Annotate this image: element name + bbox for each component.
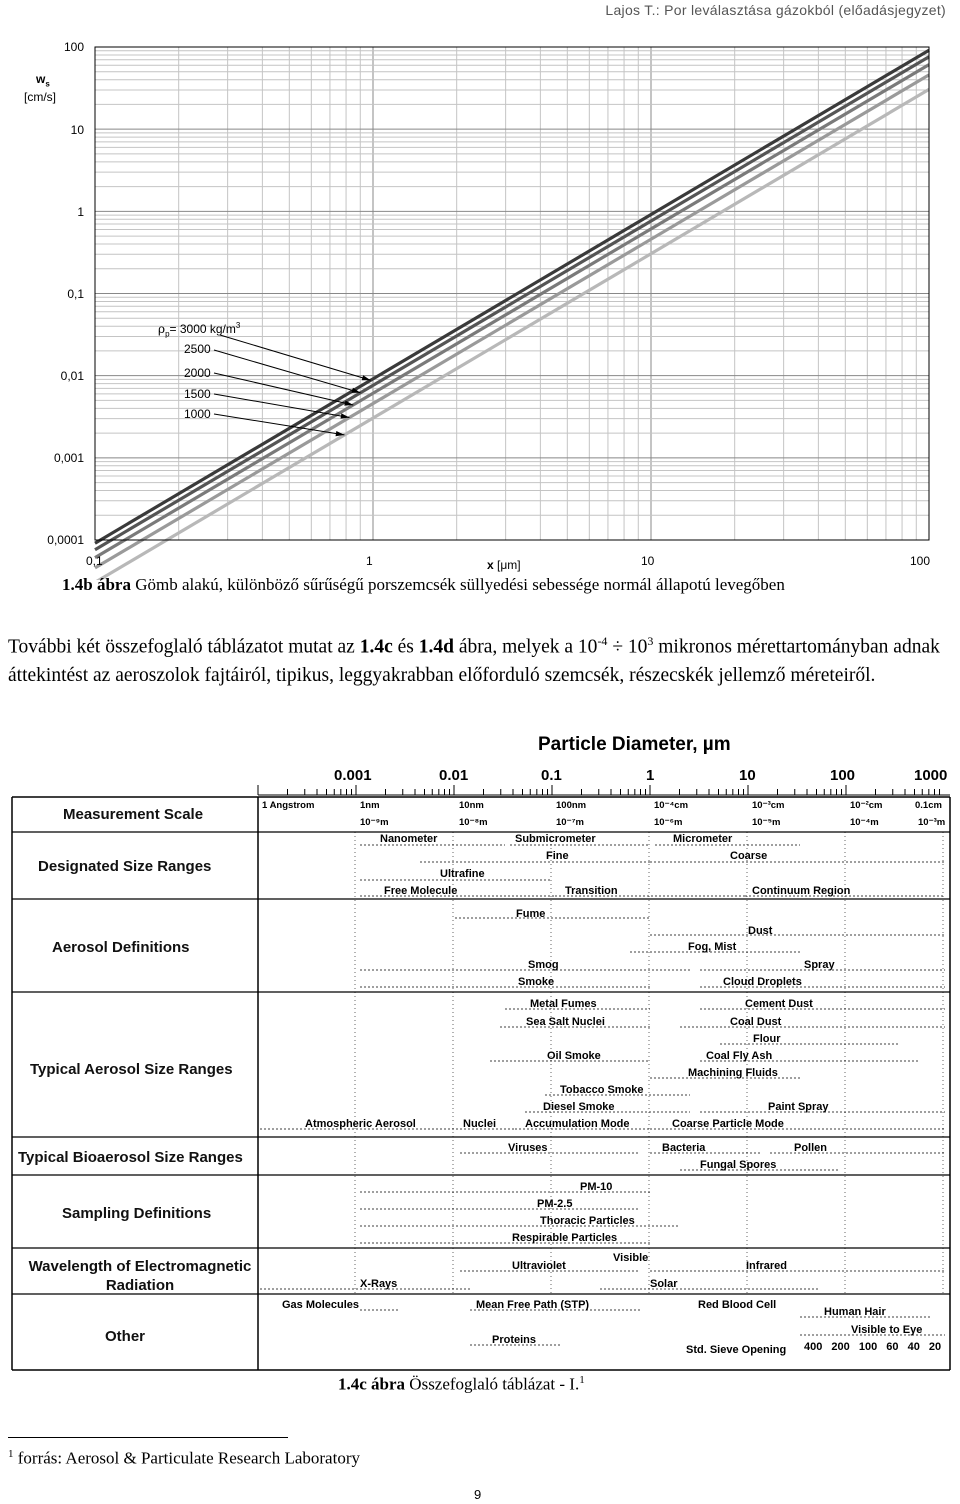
range-label: Coarse Particle Mode xyxy=(672,1118,784,1130)
range-label: X-Rays xyxy=(360,1278,398,1290)
y-tick-label: 1 xyxy=(77,205,84,219)
range-label: Thoracic Particles xyxy=(540,1215,635,1227)
row-label: Designated Size Ranges xyxy=(38,858,212,875)
scale-tick: 0.01 xyxy=(439,767,469,784)
range-label: Fine xyxy=(546,850,569,862)
unit-label: 1nm xyxy=(360,800,380,811)
x-tick-label: 1 xyxy=(366,554,373,568)
x-tick-label: 100 xyxy=(910,554,931,568)
range-label: Machining Fluids xyxy=(688,1067,778,1079)
scale-tick: 1000 xyxy=(914,767,948,784)
density-label: 2000 xyxy=(184,366,211,380)
row-label: Typical Bioaerosol Size Ranges xyxy=(18,1149,243,1166)
x-tick-label: 10 xyxy=(641,554,655,568)
scale-tick: 0.001 xyxy=(334,767,372,784)
range-label: Coal Fly Ash xyxy=(706,1050,773,1062)
range-label: Smoke xyxy=(518,976,555,988)
range-label: Flour xyxy=(753,1033,781,1045)
range-label: Spray xyxy=(804,959,835,971)
range-label: Mean Free Path (STP) xyxy=(476,1299,590,1311)
range-label: Gas Molecules xyxy=(282,1299,360,1311)
y-tick-label: 0,01 xyxy=(60,369,84,383)
range-label: Paint Spray xyxy=(768,1101,829,1113)
scale-tick: 10 xyxy=(739,767,756,784)
x-tick-label: 0,1 xyxy=(86,554,103,568)
range-label: PM-10 xyxy=(580,1181,613,1193)
range-label: Pollen xyxy=(794,1142,828,1154)
unit-label: 10⁻³m xyxy=(918,817,946,828)
range-label: Ultrafine xyxy=(440,868,485,880)
unit-label: 10nm xyxy=(459,800,484,811)
range-label: Nuclei xyxy=(463,1118,497,1130)
unit-label: 10⁻⁸m xyxy=(459,817,488,828)
range-label: Red Blood Cell xyxy=(698,1299,777,1311)
range-label: Smog xyxy=(528,959,559,971)
unit-label: 10⁻⁴m xyxy=(850,817,879,828)
range-label: Proteins xyxy=(492,1334,537,1346)
table-title: Particle Diameter, µm xyxy=(538,734,731,755)
range-label: Human Hair xyxy=(824,1306,886,1318)
range-label: Fog, Mist xyxy=(688,941,737,953)
unit-label: 1 Angstrom xyxy=(262,800,315,811)
unit-label: 10⁻⁷m xyxy=(556,817,584,828)
scale-tick: 100 xyxy=(830,767,856,784)
y-axis-unit: [cm/s] xyxy=(24,90,56,104)
range-label: Free Molecule xyxy=(384,885,458,897)
row-label: Wavelength of Electromagnetic Radiation xyxy=(28,1258,252,1294)
range-label: Respirable Particles xyxy=(512,1232,618,1244)
density-label: $\rho_p= 3000$ $kg/m^3$ xyxy=(158,321,241,339)
range-label: Cement Dust xyxy=(745,998,813,1010)
range-label: Diesel Smoke xyxy=(543,1101,615,1113)
row-label: Typical Aerosol Size Ranges xyxy=(30,1061,233,1078)
row-label: Measurement Scale xyxy=(63,806,204,823)
range-label: Nanometer xyxy=(380,833,438,845)
range-label: Tobacco Smoke xyxy=(560,1084,644,1096)
range-label: Solar xyxy=(650,1278,678,1290)
scale-tick: 0.1 xyxy=(541,767,562,784)
range-label: Dust xyxy=(748,925,773,937)
range-label: Visible xyxy=(613,1252,649,1264)
range-label: Infrared xyxy=(746,1260,787,1272)
range-label: Accumulation Mode xyxy=(525,1118,630,1130)
range-label: Oil Smoke xyxy=(547,1050,601,1062)
y-axis-label: $w_s$ xyxy=(36,72,50,89)
unit-label: 10⁻²cm xyxy=(850,800,883,811)
range-label: PM-2.5 xyxy=(537,1198,573,1210)
range-label: Ultraviolet xyxy=(512,1260,566,1272)
figure-caption: 1.4c ábra Összefoglaló táblázat - I.$^1$ xyxy=(338,1374,585,1394)
range-label: Metal Fumes xyxy=(530,998,597,1010)
range-label: Sea Salt Nuclei xyxy=(526,1016,605,1028)
x-axis-label: x [μm] xyxy=(487,558,521,572)
y-tick-label: 0,1 xyxy=(67,287,84,301)
y-tick-label: 10 xyxy=(70,123,84,137)
row-label: Other xyxy=(105,1328,146,1345)
unit-label: 10⁻⁶m xyxy=(654,817,683,828)
range-label: Viruses xyxy=(508,1142,548,1154)
footnote-rule xyxy=(8,1437,288,1438)
unit-label: 10⁻⁹m xyxy=(360,817,389,828)
y-tick-label: 100 xyxy=(63,40,84,54)
figure-caption: 1.4b ábra Gömb alakú, különböző sűrűségű porszemcsék süllyedési sebessége normál állapotú levegőben xyxy=(62,575,785,594)
page-number: 9 xyxy=(474,1487,482,1502)
running-header: Lajos T.: Por leválasztása gázokból (előadásjegyzet) xyxy=(605,2,946,18)
unit-label: 10⁻³cm xyxy=(752,800,785,811)
density-label: 2500 xyxy=(184,342,211,356)
unit-label: 10⁻⁴cm xyxy=(654,800,689,811)
density-label: 1000 xyxy=(184,407,211,421)
range-label: Visible to Eye xyxy=(851,1324,923,1336)
range-label: Atmospheric Aerosol xyxy=(305,1118,416,1130)
density-label: 1500 xyxy=(184,387,211,401)
unit-label: 10⁻⁵m xyxy=(752,817,781,828)
range-label: Coarse xyxy=(730,850,768,862)
range-label: Transition xyxy=(565,885,618,897)
range-label: Fume xyxy=(516,908,546,920)
body-paragraph: További két összefoglaló táblázatot mutat az 1.4c és 1.4d ábra, melyek a $10^{-4} \div 10^3$ mikronos mérettartományban adnak áttekintést az aeroszolok fajtáiról, tipikus, leggyakrabban előforduló szemcsék, részecskék jellemző méreteiről. xyxy=(8,634,940,686)
row-label: Sampling Definitions xyxy=(62,1205,212,1222)
range-label: Fungal Spores xyxy=(700,1159,777,1171)
range-label: Std. Sieve Opening xyxy=(686,1344,787,1356)
row-label: Aerosol Definitions xyxy=(52,939,190,956)
y-tick-label: 0,0001 xyxy=(47,533,84,547)
range-label: Continuum Region xyxy=(752,885,851,897)
footnote: $^1$ forrás: Aerosol & Particulate Research Laboratory xyxy=(8,1448,360,1468)
unit-label: 100nm xyxy=(556,800,587,811)
y-tick-label: 0,001 xyxy=(53,451,84,465)
range-label: Micrometer xyxy=(673,833,733,845)
scale-tick: 1 xyxy=(646,767,655,784)
unit-label: 0.1cm xyxy=(915,800,942,811)
sieve-numbers: 400 200 100 60 40 20 xyxy=(804,1341,942,1353)
range-label: Cloud Droplets xyxy=(723,976,802,988)
range-label: Bacteria xyxy=(662,1142,706,1154)
range-label: Submicrometer xyxy=(515,833,596,845)
range-label: Coal Dust xyxy=(730,1016,782,1028)
